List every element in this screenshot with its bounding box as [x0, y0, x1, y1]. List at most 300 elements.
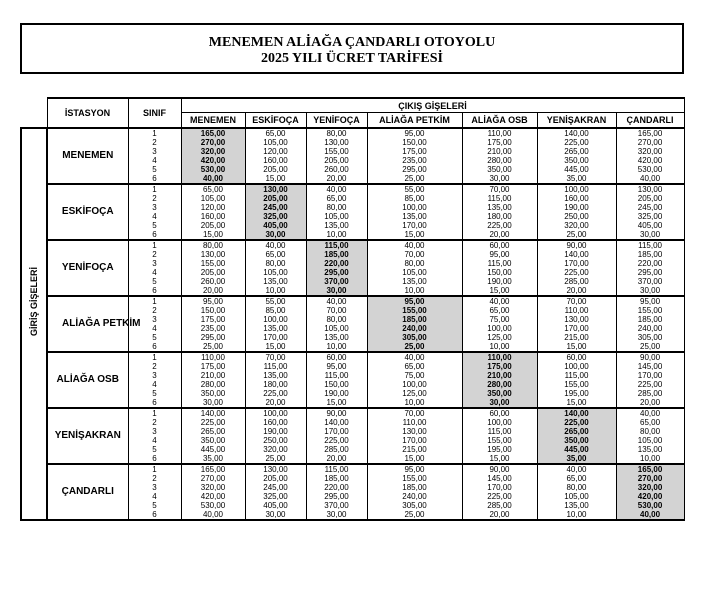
fare-cell: 205,00	[245, 165, 306, 174]
fare-cell: 130,00	[616, 184, 684, 194]
fare-cell: 95,00	[306, 362, 367, 371]
fare-cell-highlighted: 530,00	[181, 165, 245, 174]
fare-cell: 240,00	[367, 492, 462, 501]
fare-cell: 270,00	[616, 138, 684, 147]
fare-cell: 155,00	[462, 436, 537, 445]
fare-cell: 160,00	[245, 418, 306, 427]
fare-cell: 105,00	[367, 268, 462, 277]
fare-cell: 320,00	[181, 483, 245, 492]
fare-cell: 120,00	[181, 203, 245, 212]
fare-cell: 20,00	[462, 230, 537, 240]
fare-cell: 100,00	[245, 315, 306, 324]
fare-cell: 20,00	[245, 398, 306, 408]
fare-cell-highlighted: 225,00	[537, 418, 616, 427]
vehicle-class: 1	[128, 296, 181, 306]
fare-cell: 165,00	[181, 464, 245, 474]
fare-cell: 265,00	[181, 427, 245, 436]
title-box	[20, 23, 684, 74]
fare-cell: 170,00	[367, 221, 462, 230]
fare-cell: 65,00	[616, 418, 684, 427]
fare-cell: 215,00	[537, 333, 616, 342]
fare-cell: 145,00	[616, 362, 684, 371]
fare-cell: 25,00	[367, 174, 462, 184]
vehicle-class: 5	[128, 277, 181, 286]
fare-cell: 100,00	[537, 362, 616, 371]
fare-cell: 70,00	[306, 306, 367, 315]
fare-cell: 110,00	[367, 418, 462, 427]
fare-row	[21, 464, 684, 474]
fare-cell: 530,00	[181, 501, 245, 510]
fare-cell: 15,00	[367, 230, 462, 240]
fare-cell: 75,00	[462, 315, 537, 324]
fare-cell: 40,00	[181, 510, 245, 520]
fare-cell: 90,00	[537, 240, 616, 250]
header-destination: MENEMEN	[181, 113, 245, 129]
fare-cell: 225,00	[306, 436, 367, 445]
fare-cell-highlighted: 130,00	[245, 184, 306, 194]
fare-cell: 185,00	[616, 315, 684, 324]
fare-cell: 170,00	[367, 436, 462, 445]
fare-cell: 80,00	[306, 128, 367, 138]
vehicle-class: 6	[128, 510, 181, 520]
fare-cell: 225,00	[462, 492, 537, 501]
fare-cell: 55,00	[245, 296, 306, 306]
fare-cell: 210,00	[462, 147, 537, 156]
fare-cell: 115,00	[306, 464, 367, 474]
fare-cell: 140,00	[537, 128, 616, 138]
fare-cell: 225,00	[181, 418, 245, 427]
fare-cell-highlighted: 370,00	[306, 277, 367, 286]
fare-cell: 160,00	[245, 156, 306, 165]
station-name: ÇANDARLI	[47, 464, 128, 520]
fare-cell: 20,00	[306, 174, 367, 184]
fare-cell: 110,00	[181, 352, 245, 362]
vehicle-class: 1	[128, 128, 181, 138]
fare-cell: 80,00	[537, 483, 616, 492]
vehicle-class: 5	[128, 389, 181, 398]
vehicle-class: 2	[128, 250, 181, 259]
fare-cell: 25,00	[616, 342, 684, 352]
fare-cell-highlighted: 25,00	[367, 342, 462, 352]
fare-cell: 70,00	[367, 408, 462, 418]
fare-cell: 350,00	[181, 436, 245, 445]
giris-giseleri-label	[21, 128, 47, 520]
giris-giseleri-text: GİRİŞ GİŞELERİ	[29, 266, 39, 336]
station-name: ALİAĞA OSB	[47, 352, 128, 408]
fare-cell: 100,00	[245, 408, 306, 418]
fare-cell: 30,00	[462, 174, 537, 184]
fare-cell: 75,00	[367, 371, 462, 380]
vehicle-class: 4	[128, 436, 181, 445]
fare-cell: 295,00	[616, 268, 684, 277]
vehicle-class: 2	[128, 306, 181, 315]
fare-cell: 225,00	[245, 389, 306, 398]
fare-cell: 350,00	[537, 156, 616, 165]
fare-cell: 80,00	[245, 259, 306, 268]
vehicle-class: 5	[128, 445, 181, 454]
fare-cell: 285,00	[306, 445, 367, 454]
fare-cell-highlighted: 280,00	[462, 380, 537, 389]
fare-cell: 270,00	[181, 474, 245, 483]
fare-cell: 20,00	[537, 286, 616, 296]
fare-cell: 215,00	[367, 445, 462, 454]
fare-cell: 20,00	[306, 454, 367, 464]
fare-cell: 80,00	[306, 315, 367, 324]
fare-cell: 95,00	[181, 296, 245, 306]
fare-cell: 130,00	[537, 315, 616, 324]
fare-cell: 115,00	[537, 371, 616, 380]
fare-cell: 160,00	[181, 212, 245, 221]
fare-cell: 70,00	[537, 296, 616, 306]
vehicle-class: 2	[128, 362, 181, 371]
fare-cell-highlighted: 270,00	[616, 474, 684, 483]
fare-cell: 65,00	[245, 128, 306, 138]
fare-cell: 420,00	[616, 156, 684, 165]
fare-cell-highlighted: 240,00	[367, 324, 462, 333]
fare-cell: 80,00	[367, 259, 462, 268]
fare-cell: 405,00	[616, 221, 684, 230]
fare-cell: 135,00	[462, 203, 537, 212]
fare-cell: 135,00	[537, 501, 616, 510]
fare-row	[21, 352, 684, 362]
fare-row	[21, 296, 684, 306]
fare-cell: 530,00	[616, 165, 684, 174]
fare-cell: 220,00	[306, 483, 367, 492]
fare-cell: 280,00	[462, 156, 537, 165]
vehicle-class: 2	[128, 418, 181, 427]
fare-cell: 320,00	[245, 445, 306, 454]
fare-cell: 15,00	[462, 286, 537, 296]
fare-cell: 15,00	[306, 398, 367, 408]
fare-cell: 10,00	[462, 342, 537, 352]
fare-cell-highlighted: 245,00	[245, 203, 306, 212]
vehicle-class: 2	[128, 138, 181, 147]
fare-cell: 60,00	[462, 240, 537, 250]
fare-cell: 40,00	[537, 464, 616, 474]
fare-cell: 180,00	[462, 212, 537, 221]
header-destination: ÇANDARLI	[616, 113, 684, 129]
vehicle-class: 6	[128, 454, 181, 464]
fare-cell: 15,00	[181, 230, 245, 240]
fare-cell: 105,00	[306, 212, 367, 221]
fare-cell: 10,00	[306, 342, 367, 352]
header-cikis-giseleri: ÇIKIŞ GİŞELERİ	[181, 98, 684, 113]
fare-cell: 195,00	[462, 445, 537, 454]
station-name: YENİFOÇA	[47, 240, 128, 296]
fare-cell: 145,00	[462, 474, 537, 483]
fare-cell: 95,00	[367, 464, 462, 474]
fare-cell: 205,00	[181, 268, 245, 277]
fare-cell: 135,00	[616, 445, 684, 454]
fare-cell: 40,00	[616, 408, 684, 418]
vehicle-class: 4	[128, 212, 181, 221]
fare-cell: 105,00	[306, 324, 367, 333]
fare-cell: 225,00	[462, 221, 537, 230]
fare-cell: 10,00	[245, 286, 306, 296]
fare-cell-highlighted: 325,00	[245, 212, 306, 221]
fare-cell-highlighted: 205,00	[245, 194, 306, 203]
fare-cell: 90,00	[462, 464, 537, 474]
fare-cell-highlighted: 420,00	[181, 156, 245, 165]
fare-row	[21, 128, 684, 138]
header-destination: YENİŞAKRAN	[537, 113, 616, 129]
fare-cell: 130,00	[306, 138, 367, 147]
fare-cell: 445,00	[181, 445, 245, 454]
fare-cell-highlighted: 175,00	[462, 362, 537, 371]
vehicle-class: 5	[128, 165, 181, 174]
fare-cell: 130,00	[245, 464, 306, 474]
fare-row	[21, 184, 684, 194]
fare-cell: 105,00	[616, 436, 684, 445]
fare-cell: 15,00	[537, 398, 616, 408]
fare-row	[21, 408, 684, 418]
fare-cell: 30,00	[245, 510, 306, 520]
fare-cell: 130,00	[181, 250, 245, 259]
fare-cell-highlighted: 350,00	[462, 389, 537, 398]
fare-cell-highlighted: 265,00	[537, 427, 616, 436]
fare-cell: 170,00	[537, 324, 616, 333]
fare-cell: 155,00	[537, 380, 616, 389]
fare-cell: 325,00	[616, 212, 684, 221]
vehicle-class: 3	[128, 483, 181, 492]
fare-cell: 225,00	[616, 380, 684, 389]
vehicle-class: 6	[128, 230, 181, 240]
fare-cell: 245,00	[616, 203, 684, 212]
fare-cell-highlighted: 165,00	[181, 128, 245, 138]
fare-cell: 15,00	[462, 454, 537, 464]
fare-cell: 40,00	[245, 240, 306, 250]
fare-cell-highlighted: 305,00	[367, 333, 462, 342]
fare-cell: 320,00	[616, 147, 684, 156]
fare-cell: 150,00	[306, 380, 367, 389]
vehicle-class: 1	[128, 240, 181, 250]
fare-cell: 135,00	[306, 221, 367, 230]
fare-cell-highlighted: 445,00	[537, 445, 616, 454]
vehicle-class: 4	[128, 156, 181, 165]
fare-cell: 135,00	[367, 277, 462, 286]
fare-cell-highlighted: 295,00	[306, 268, 367, 277]
fare-cell-highlighted: 405,00	[245, 221, 306, 230]
vehicle-class: 1	[128, 352, 181, 362]
title-line1: MENEMEN ALİAĞA ÇANDARLI OTOYOLU	[208, 35, 496, 50]
fare-cell: 40,00	[616, 174, 684, 184]
fare-cell: 125,00	[367, 389, 462, 398]
fare-cell: 10,00	[537, 510, 616, 520]
fare-cell: 110,00	[537, 306, 616, 315]
vehicle-class: 3	[128, 259, 181, 268]
fare-cell: 205,00	[181, 221, 245, 230]
fare-cell: 20,00	[616, 398, 684, 408]
fare-cell: 245,00	[245, 483, 306, 492]
fare-cell: 155,00	[181, 259, 245, 268]
fare-cell: 305,00	[367, 501, 462, 510]
vehicle-class: 5	[128, 333, 181, 342]
fare-cell-highlighted: 115,00	[306, 240, 367, 250]
fare-cell: 60,00	[462, 408, 537, 418]
fare-cell: 85,00	[245, 306, 306, 315]
fare-cell: 175,00	[181, 362, 245, 371]
vehicle-class: 4	[128, 492, 181, 501]
fare-cell: 175,00	[462, 138, 537, 147]
vehicle-class: 6	[128, 398, 181, 408]
fare-cell: 15,00	[245, 174, 306, 184]
vehicle-class: 5	[128, 221, 181, 230]
vehicle-class: 6	[128, 174, 181, 184]
fare-cell: 125,00	[462, 333, 537, 342]
fare-cell: 260,00	[306, 165, 367, 174]
fare-cell: 100,00	[367, 380, 462, 389]
vehicle-class: 4	[128, 380, 181, 389]
header-destination: ESKİFOÇA	[245, 113, 306, 129]
fare-cell: 165,00	[616, 128, 684, 138]
fare-cell: 190,00	[537, 203, 616, 212]
fare-cell: 235,00	[181, 324, 245, 333]
fare-cell: 370,00	[306, 501, 367, 510]
fare-cell: 250,00	[537, 212, 616, 221]
fare-cell: 185,00	[616, 250, 684, 259]
fare-cell: 105,00	[537, 492, 616, 501]
fare-cell: 95,00	[616, 296, 684, 306]
fare-cell: 105,00	[245, 268, 306, 277]
fare-cell: 60,00	[537, 352, 616, 362]
fare-cell: 10,00	[367, 398, 462, 408]
fare-cell: 295,00	[181, 333, 245, 342]
fare-cell: 170,00	[616, 371, 684, 380]
fare-cell: 10,00	[367, 286, 462, 296]
fare-cell: 140,00	[181, 408, 245, 418]
fare-cell: 190,00	[462, 277, 537, 286]
vehicle-class: 1	[128, 464, 181, 474]
fare-cell: 95,00	[367, 128, 462, 138]
fare-cell: 10,00	[616, 454, 684, 464]
fare-cell: 285,00	[616, 389, 684, 398]
fare-cell: 100,00	[462, 324, 537, 333]
fare-cell: 225,00	[537, 138, 616, 147]
fare-cell: 240,00	[616, 324, 684, 333]
fare-cell: 320,00	[537, 221, 616, 230]
fare-cell: 115,00	[306, 371, 367, 380]
fare-cell: 190,00	[245, 427, 306, 436]
fare-cell-highlighted: 40,00	[181, 174, 245, 184]
fare-cell: 115,00	[616, 240, 684, 250]
fare-cell: 40,00	[306, 296, 367, 306]
fare-cell-highlighted: 95,00	[367, 296, 462, 306]
fare-cell: 205,00	[616, 194, 684, 203]
fare-cell: 70,00	[367, 250, 462, 259]
fare-cell: 305,00	[616, 333, 684, 342]
fare-body	[21, 128, 684, 520]
fare-cell: 65,00	[181, 184, 245, 194]
fare-cell-highlighted: 35,00	[537, 454, 616, 464]
fare-cell: 80,00	[616, 427, 684, 436]
fare-cell: 135,00	[367, 212, 462, 221]
station-name: YENİŞAKRAN	[47, 408, 128, 464]
fare-cell: 155,00	[616, 306, 684, 315]
fare-cell: 285,00	[462, 501, 537, 510]
fare-cell: 25,00	[181, 342, 245, 352]
fare-cell: 105,00	[245, 138, 306, 147]
vehicle-class: 4	[128, 268, 181, 277]
fare-cell-highlighted: 270,00	[181, 138, 245, 147]
fare-cell: 225,00	[537, 268, 616, 277]
fare-cell: 20,00	[462, 510, 537, 520]
fare-cell: 20,00	[181, 286, 245, 296]
fare-cell: 170,00	[245, 333, 306, 342]
fare-cell: 80,00	[181, 240, 245, 250]
fare-cell-highlighted: 220,00	[306, 259, 367, 268]
vehicle-class: 4	[128, 324, 181, 333]
fare-cell-highlighted: 210,00	[462, 371, 537, 380]
fare-cell: 40,00	[367, 240, 462, 250]
fare-cell: 420,00	[181, 492, 245, 501]
fare-cell: 15,00	[245, 342, 306, 352]
fare-cell: 115,00	[462, 194, 537, 203]
fare-cell: 170,00	[306, 427, 367, 436]
fare-cell-highlighted: 185,00	[367, 315, 462, 324]
fare-cell: 135,00	[245, 371, 306, 380]
fare-cell: 220,00	[616, 259, 684, 268]
fare-cell: 195,00	[537, 389, 616, 398]
fare-cell: 40,00	[367, 352, 462, 362]
fare-cell: 135,00	[245, 324, 306, 333]
fare-cell: 445,00	[537, 165, 616, 174]
station-name: ESKİFOÇA	[47, 184, 128, 240]
fare-cell-highlighted: 320,00	[616, 483, 684, 492]
vehicle-class: 1	[128, 184, 181, 194]
fare-cell-highlighted: 420,00	[616, 492, 684, 501]
fare-cell: 210,00	[181, 371, 245, 380]
fare-cell: 170,00	[537, 259, 616, 268]
fare-cell: 30,00	[181, 398, 245, 408]
header-istasyon: İSTASYON	[47, 98, 128, 128]
fare-cell: 70,00	[245, 352, 306, 362]
fare-cell: 185,00	[367, 483, 462, 492]
fare-cell: 80,00	[306, 203, 367, 212]
fare-cell: 135,00	[306, 333, 367, 342]
fare-cell: 180,00	[245, 380, 306, 389]
fare-cell: 35,00	[181, 454, 245, 464]
fare-cell: 295,00	[306, 492, 367, 501]
fare-cell: 205,00	[306, 156, 367, 165]
fare-cell: 155,00	[306, 147, 367, 156]
fare-cell: 280,00	[181, 380, 245, 389]
fare-cell: 25,00	[537, 230, 616, 240]
fare-cell: 35,00	[537, 174, 616, 184]
station-name: MENEMEN	[47, 128, 128, 184]
fare-cell: 110,00	[462, 128, 537, 138]
fare-cell: 65,00	[306, 194, 367, 203]
vehicle-class: 1	[128, 408, 181, 418]
fare-cell: 55,00	[367, 184, 462, 194]
fare-cell: 15,00	[537, 342, 616, 352]
vehicle-class: 2	[128, 474, 181, 483]
fare-cell-highlighted: 530,00	[616, 501, 684, 510]
fare-cell: 15,00	[367, 454, 462, 464]
header-destination: ALİAĞA PETKİM	[367, 113, 462, 129]
fare-cell: 350,00	[462, 165, 537, 174]
fare-cell: 150,00	[181, 306, 245, 315]
vehicle-class: 6	[128, 286, 181, 296]
fare-cell: 60,00	[306, 352, 367, 362]
fare-cell: 405,00	[245, 501, 306, 510]
fare-cell: 85,00	[367, 194, 462, 203]
fare-cell: 100,00	[462, 418, 537, 427]
fare-cell: 100,00	[537, 184, 616, 194]
fare-cell: 205,00	[245, 474, 306, 483]
fare-cell: 140,00	[306, 418, 367, 427]
fare-cell: 115,00	[462, 427, 537, 436]
fare-cell: 135,00	[245, 277, 306, 286]
